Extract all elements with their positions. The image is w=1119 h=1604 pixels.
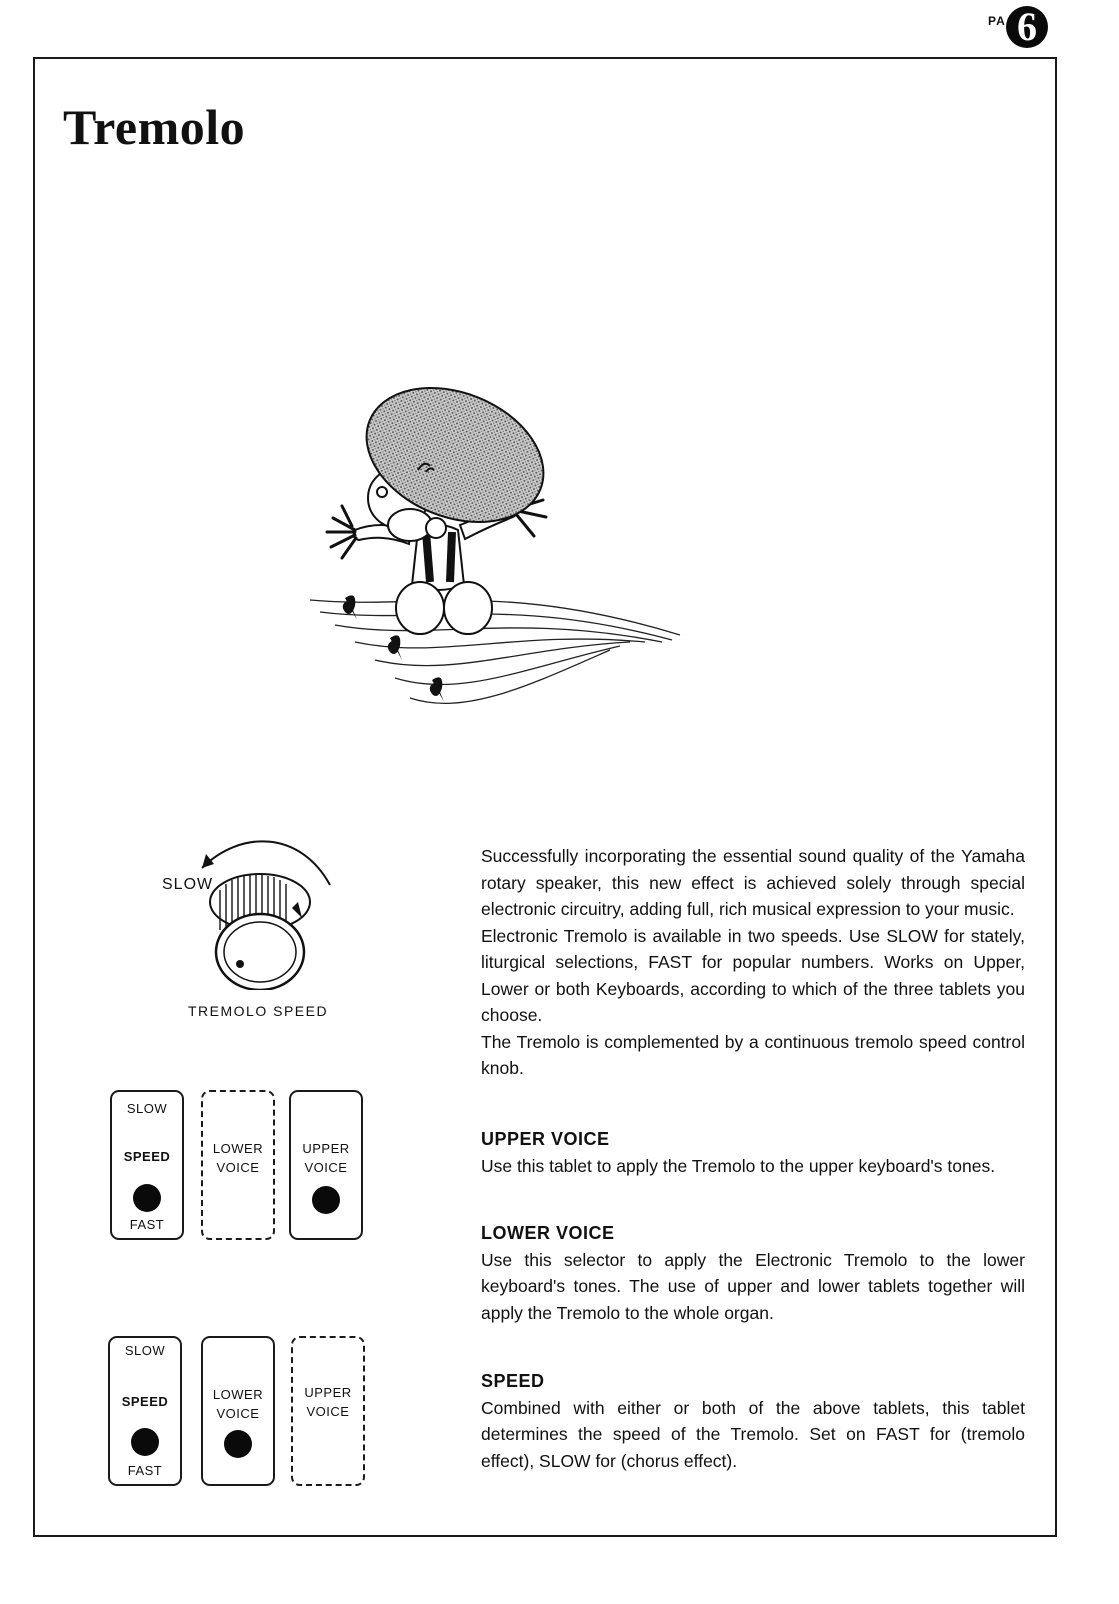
lower-voice-tablet-set2[interactable] (201, 1336, 275, 1486)
speed-slow-label: SLOW (126, 1101, 168, 1116)
knob-slow-label: SLOW (162, 876, 214, 893)
lower-voice-indicator-dot (224, 1430, 252, 1458)
intro-paragraph-1: Successfully incorporating the essential sound quality of the Yamaha rotary speaker, this new effect is achieved solely through special electronic circuitry, adding full, rich musical expression to your music. (481, 846, 1025, 919)
page-number-marker (988, 6, 1058, 56)
lower-voice-body: Use this selector to apply the Electronic Tremolo to the lower keyboard's tones. The use of upper and lower tablets together will apply the Tremolo to the whole organ. (481, 1249, 1025, 1323)
intro-paragraph-2: Electronic Tremolo is available in two speeds. Use SLOW for stately, liturgical selections, FAST for popular numbers. Works on Upper, Lower or both Keyboards, according to which of the three tablets you choose. (481, 925, 1025, 1025)
lower-voice-line1: LOWER (212, 1387, 264, 1402)
lower-voice-section (481, 1220, 1025, 1326)
speed-tablet-set2[interactable] (108, 1336, 182, 1486)
speed-label: SPEED (123, 1149, 171, 1164)
upper-voice-line1: UPPER (302, 1141, 350, 1156)
speed-fast-label: FAST (129, 1217, 165, 1232)
upper-voice-indicator-dot (312, 1186, 340, 1214)
upper-voice-tablet-set2[interactable] (291, 1336, 365, 1486)
intro-text (481, 843, 1025, 1082)
lower-voice-line2: VOICE (216, 1406, 260, 1421)
knob-caption: TREMOLO SPEED (188, 1003, 329, 1019)
speed-indicator-dot (131, 1428, 159, 1456)
page-title: Tremolo (63, 99, 246, 155)
upper-voice-line2: VOICE (304, 1160, 348, 1175)
speed-tablet-set1[interactable] (110, 1090, 184, 1240)
page-number: 6 (1006, 6, 1048, 48)
upper-voice-line1: UPPER (304, 1385, 352, 1400)
upper-voice-tablet-set1[interactable] (289, 1090, 363, 1240)
speed-indicator-dot (133, 1184, 161, 1212)
upper-voice-line2: VOICE (306, 1404, 350, 1419)
upper-voice-section (481, 1126, 1025, 1179)
upper-voice-body: Use this tablet to apply the Tremolo to the upper keyboard's tones. (481, 1155, 996, 1176)
cartoon-illustration (300, 380, 700, 740)
lower-voice-line2: VOICE (216, 1160, 260, 1175)
tremolo-speed-knob[interactable] (150, 830, 350, 990)
intro-paragraph-3: The Tremolo is complemented by a continuous tremolo speed control knob. (481, 1031, 1025, 1078)
upper-voice-heading: UPPER VOICE (481, 1129, 610, 1149)
speed-label: SPEED (121, 1394, 169, 1409)
lower-voice-tablet-set1[interactable] (201, 1090, 275, 1240)
speed-body: Combined with either or both of the above tablets, this tablet determines the speed of the Tremolo. Set on FAST for (tremolo effect), SLOW for (chorus effect). (481, 1397, 1025, 1471)
lower-voice-line1: LOWER (212, 1141, 264, 1156)
speed-section (481, 1368, 1025, 1474)
speed-heading: SPEED (481, 1371, 545, 1391)
page-prefix: PA (988, 14, 1006, 28)
speed-slow-label: SLOW (124, 1343, 166, 1358)
speed-fast-label: FAST (127, 1463, 163, 1478)
lower-voice-heading: LOWER VOICE (481, 1223, 615, 1243)
